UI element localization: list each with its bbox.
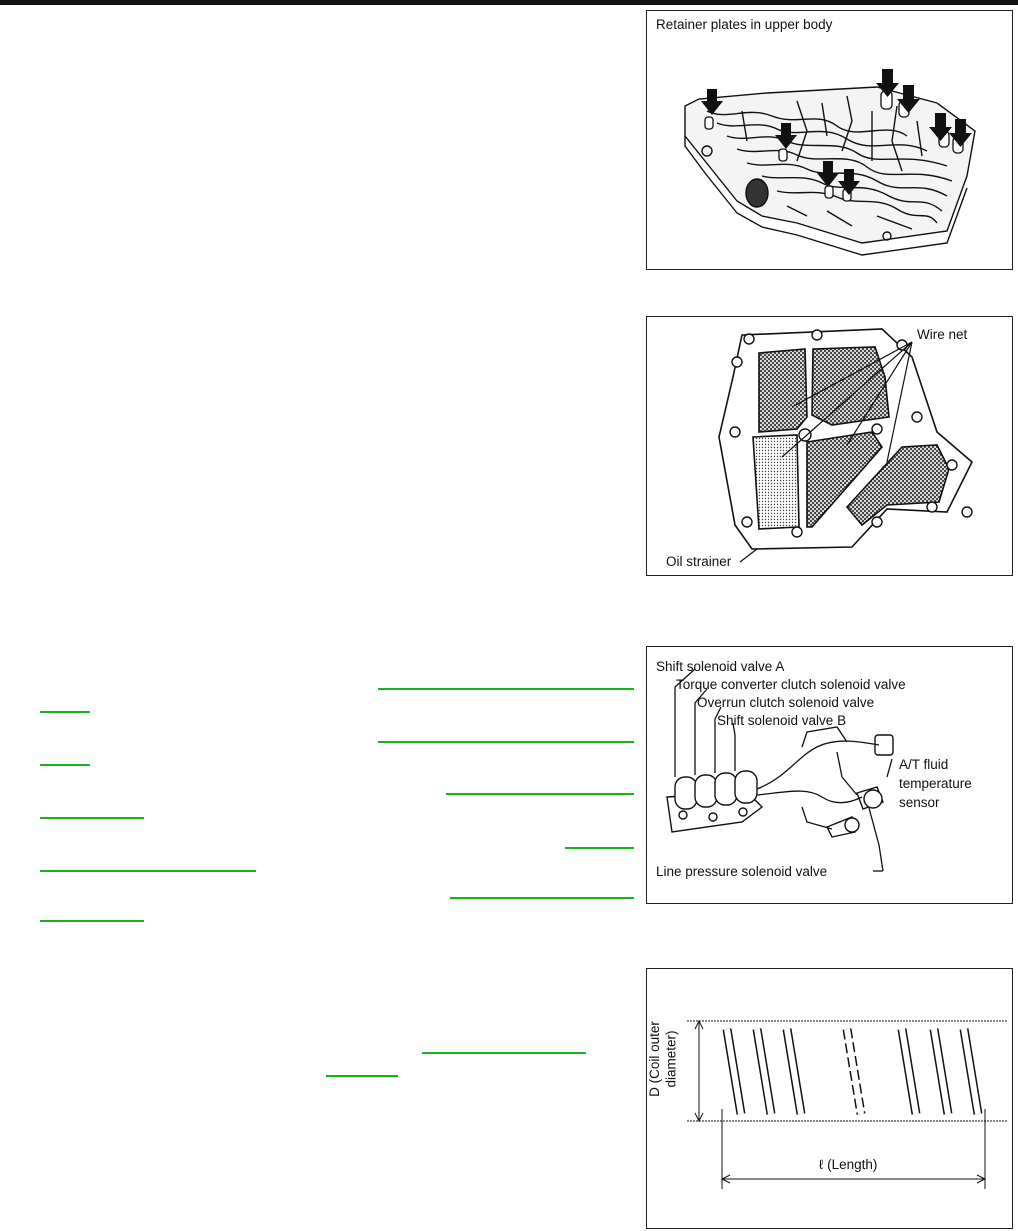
spring-drawing [647,969,1014,1230]
line-pressure-solenoid-label: Line pressure solenoid valve [656,864,828,879]
torque-converter-solenoid-label: Torque converter clutch solenoid valve [676,677,906,692]
solenoid-valves-figure [646,646,1013,904]
wire-net-label: Wire net [917,327,968,342]
valve-body-drawing [647,11,1014,271]
shift-solenoid-a-label: Shift solenoid valve A [656,659,785,674]
length-label: ℓ (Length) [819,1157,878,1172]
link-underline[interactable] [326,1075,398,1077]
overrun-clutch-solenoid-label: Overrun clutch solenoid valve [697,695,875,710]
oil-strainer-drawing [647,317,1014,577]
link-underline[interactable] [40,870,256,872]
link-underline[interactable] [40,764,90,766]
link-underline[interactable] [378,688,634,690]
link-underline[interactable] [378,741,634,743]
link-underline[interactable] [565,847,634,849]
fluid-temp-sensor-label-3: sensor [899,795,940,810]
fluid-temp-sensor-label-1: A/T fluid [899,757,949,772]
link-underline[interactable] [40,920,144,922]
coil-diameter-label-2: diameter) [663,1030,679,1088]
link-underline[interactable] [40,711,90,713]
link-underline[interactable] [446,793,634,795]
header-rule [0,0,1018,5]
oil-strainer-figure [646,316,1013,576]
fluid-temp-sensor-label-2: temperature [899,776,972,791]
link-underline[interactable] [422,1052,586,1054]
link-underline[interactable] [40,817,144,819]
shift-solenoid-b-label: Shift solenoid valve B [717,713,847,728]
retainer-caption: Retainer plates in upper body [656,17,833,32]
link-underline[interactable] [450,897,634,899]
oil-strainer-label: Oil strainer [666,554,732,569]
coil-diameter-label-1: D (Coil outer [646,1021,662,1097]
spring-figure [646,968,1013,1229]
retainer-plates-figure [646,10,1013,270]
